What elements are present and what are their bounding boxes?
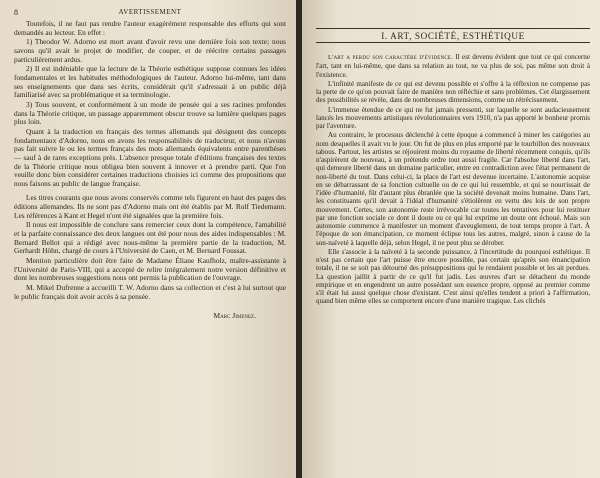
paragraph xyxy=(316,53,590,79)
signature: Marc Jimenez. xyxy=(213,311,256,321)
paragraph: 3) Tous souvent, et conformément à un mode de pensée qui a ses racines profondes dans la Théorie critique, un passage apparemment obscur trouve sa lumière quelques pages plus loin. xyxy=(14,99,286,127)
paragraph: Toutefois, il ne faut pas rendre l'auteur exagérément responsable des efforts qui sont demandés au lecteur. En effet : xyxy=(14,19,286,37)
lead-in: L'art a perdu son caractère d'évidence. xyxy=(328,54,454,61)
left-body xyxy=(14,20,286,320)
paragraph-text: Il est devenu évident que tout ce qui concerne l'art, tant en lui-même, que dans sa relation au tout, ne va plus de soi, pas même son droit à l'existence. xyxy=(316,53,590,79)
chapter-title: I. ART, SOCIÉTÉ, ESTHÉTIQUE xyxy=(316,28,590,43)
paragraph: L'immense étendue de ce qui ne fut jamais pressenti, sur laquelle se sont audacieusement lancés les mouvements artistiques révolutionnaires vers 1910, n'a pas apporté le bonheur promis par l'aventure. xyxy=(316,105,590,130)
paragraph: Elle s'associe à la naïveté à la seconde puissance, à l'incertitude du pourquoi esthétique. Il n'est pas certain que l'art puisse être encore possible, pas certain qu'après son émancipation totale, il ne se soit pas détourné des présuppositions qui le rendaient possible et les ait perdues. La question jaillit à partir de ce qu'il fut jadis. Les œuvres d'art se détachent du monde empirique et en engendrent un autre possédant son essence propre, opposé au premier comme s'il était lui aussi quelque chose d'existant. C'est ainsi qu'elles tendent a priori à l'affirmation, quand bien même elles se comportent encore d'une manière tragique. Les clichés xyxy=(316,247,590,306)
paragraph: Au contraire, le processus déclenché à cette époque a commencé à miner les catégories au nom desquelles il avait vu le jour. On fut de plus en plus emporté par le tourbillon des nouveaux tabous. Partout, les artistes se réjouirent moins du royaume de liberté récemment conquis, qu'ils n'aspirèrent de nouveau, à un prétendu ordre tout aussi fragile. Car l'absolue liberté dans l'art, qui demeure liberté dans un domaine particulier, entre en contradiction avec l'état permanent de non-liberté du tout. Dans celui-ci, la place de l'art est devenue incertaine. L'autonomie acquise en se débarrassant de sa fonction cultuelle ou de ce qui lui ressemble, et qui se nourrissait de l'idée d'humanité, fût d'autant plus ébranlée que la société devenait moins humaine. Dans l'art, les constituants qu'il devait à l'idéal d'humanité s'étiolèrent en vertu des lois de son propre mouvement. Certes, son autonomie reste irrévocable car toutes les tentatives pour lui restituer par une fonction sociale ce dont il doute ou ce qui lui exprime un doute ont échoué. Mais son autonomie commence à manifester un moment d'aveuglement, de tout temps propre à l'art. À l'époque de son émancipation, ce moment éclipse tous les autres, malgré, sinon à cause de la son-naïveté à laquelle déjà, selon Hegel, il ne peut plus se dérober. xyxy=(316,131,590,247)
paragraph: L'infinité manifeste de ce qui est devenu possible et s'offre à la réflexion ne compense pas la perte de ce qu'on pouvait faire de manière non réfléchie et sans problèmes. Cet élargissement des possibilités se révèle, dans de nombreuses dimensions, comme un rétrécissement. xyxy=(316,79,590,105)
left-page xyxy=(0,0,296,478)
paragraph: Les titres courants que nous avons conservés comme tels figurent en haut des pages des éditions allemandes. Ils ne sont pas d'Adorno mais ont été établis par M. Rolf Tiedemann. Les références à Kant et Hegel n'ont été signalées que la première fois. xyxy=(14,193,286,220)
paragraph: 2) Il est indéniable que la lecture de la Théorie esthétique suppose connues les idées fondamentales et les habitudes méthodologiques de l'auteur. Adorno lui-même, tant dans ses enseignements que dans ses écrits, considérait qu'il s'adressait à un public déjà familiarisé avec sa problématique et sa terminologie. xyxy=(14,64,286,100)
paragraph: 1) Theodor W. Adorno est mort avant d'avoir revu une dernière fois son texte; nous savons qu'il avait le projet de modifier, de couper, et de réécrire certains passages particulièrement ardus. xyxy=(14,37,286,64)
right-page xyxy=(302,0,600,478)
paragraph: M. Mikel Dufrenne a accueilli T. W. Adorno dans sa collection et c'est à lui surtout que le public français doit avoir accès à sa pensée. xyxy=(14,283,286,301)
paragraph: Quant à la traduction en français des termes allemands qui désignent des concepts fondamentaux d'Adorno, nous en avons les responsabilités de traducteur, et nous n'avons pas fait suivre le ou les termes français des mots allemands équivalents entre parenthèses — sauf à de rares exceptions près. L'absence presque totale d'éditions françaises des textes de la Théorie critique nous obligea bien souvent à innover et à prendre parti. Que l'on veuille donc bien considérer certaines traductions choisies ici comme des propositions que nous faisons au public de langue française. xyxy=(14,126,286,188)
left-running-head xyxy=(14,8,286,20)
running-head-title: AVERTISSEMENT xyxy=(118,8,182,16)
page-number: 8 xyxy=(14,8,19,17)
paragraph: Il nous est impossible de conclure sans remercier ceux dont la compétence, l'amabilité et la parfaite connaissance des deux langues ont été pour nous des aides indispensables : M. Bernard Bellot qui a rédigé avec nous-même la première partie de la traduction, M. Gerhardt Höhn, chargé de cours à l'Université de Caen, et M. Bernard Foussat. xyxy=(14,220,286,256)
paragraph: Mention particulière doit être faite de Madame Éliane Kaufholz, maître-assistante à l'Université de Paris-VIII, qui a accepté de relire intégralement notre version définitive et dont les nombreuses suggestions nous ont permis la publication de l'ouvrage. xyxy=(14,256,286,283)
right-body xyxy=(316,53,590,306)
